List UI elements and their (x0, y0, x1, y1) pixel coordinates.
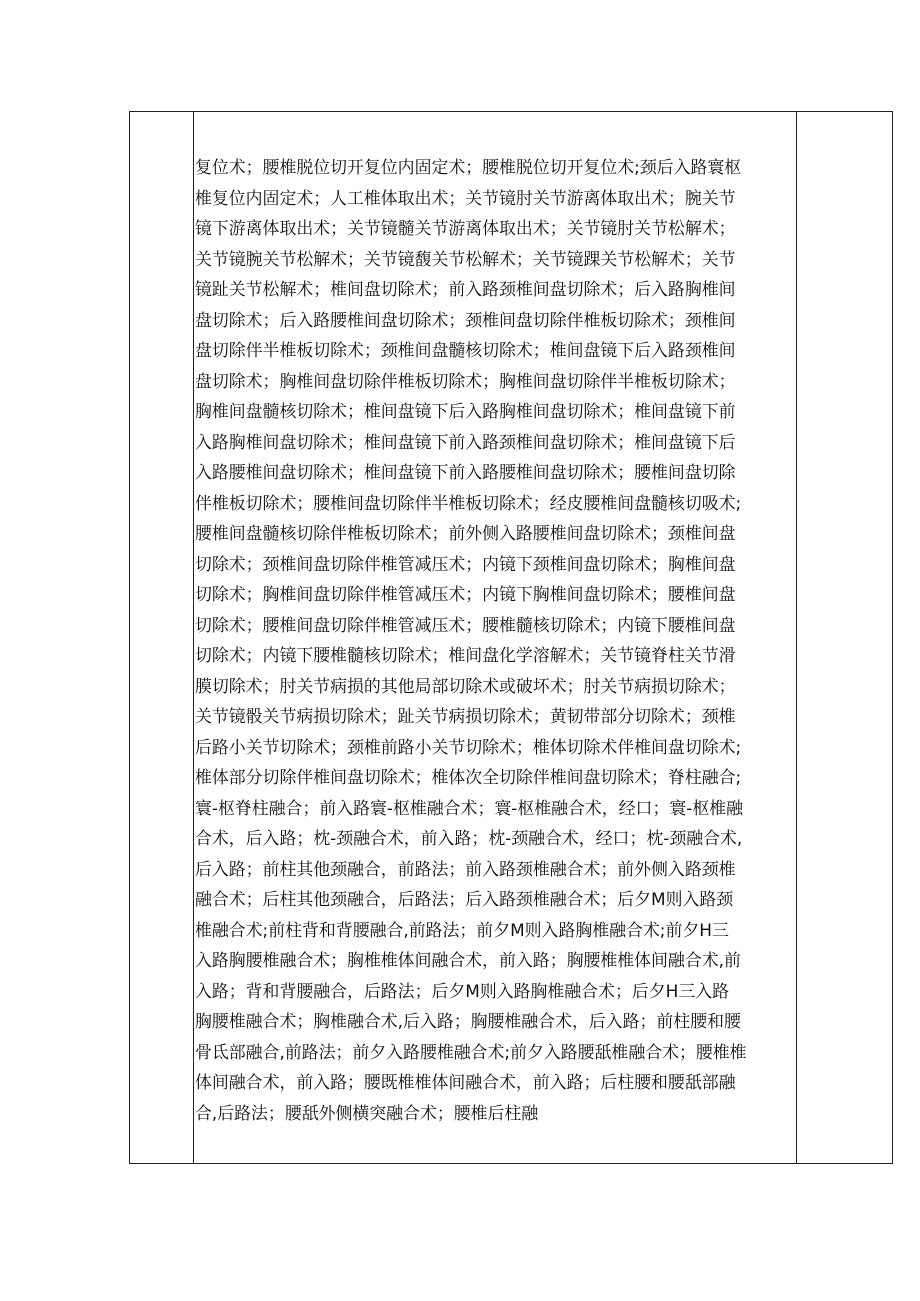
text-line: 入路胸椎间盘切除术；椎间盘镜下前入路颈椎间盘切除术；椎间盘镜下后 (195, 431, 736, 452)
text-line: 入路胸腰椎融合术；胸椎椎体间融合术，前入路；胸腰椎椎体间融合术,前 (195, 950, 741, 970)
text-line: 合,后路法；腰舐外侧横突融合术；腰椎后柱融 (195, 1102, 539, 1123)
text-line: 盘切除术；后入路腰椎间盘切除术；颈椎间盘切除伴椎板切除术；颈椎间 (195, 309, 736, 330)
text-line: 寰-枢脊柱融合；前入路寰-枢椎融合术；寰-枢椎融合术，经口；寰-枢椎融 (195, 797, 743, 818)
text-line: 椎复位内固定术；人工椎体取出术；关节镜肘关节游离体取出术；腕关节 (195, 187, 736, 208)
text-line: 切除术；内镜下腰椎髓核切除术；椎间盘化学溶解术；关节镜脊柱关节滑 (195, 645, 736, 665)
text-line: 关节镜骰关节病损切除术；趾关节病损切除术；黄韧带部分切除术；颈椎 (195, 706, 736, 726)
text-line: 切除术；颈椎间盘切除伴椎管减压术；内镜下颈椎间盘切除术；胸椎间盘 (195, 553, 736, 574)
procedure-table (129, 111, 893, 1164)
table-left-cell (130, 112, 194, 1163)
text-line: 盘切除伴半椎板切除术；颈椎间盘髓核切除术；椎间盘镜下后入路颈椎间 (195, 340, 736, 360)
text-line: 后路小关节切除术；颈椎前路小关节切除术；椎体切除术伴椎间盘切除术; (195, 736, 742, 757)
text-line: 后入路；前柱其他颈融合，前路法；前入路颈椎融合术；前外侧入路颈椎 (195, 858, 736, 879)
table-main-cell (194, 112, 797, 1163)
text-line: 切除术；胸椎间盘切除伴椎管减压术；内镜下胸椎间盘切除术；腰椎间盘 (195, 584, 736, 604)
text-line: 膜切除术；肘关节病损的其他局部切除术或破坏术；肘关节病损切除术； (195, 675, 736, 696)
text-line: 镜下游离体取出术；关节镜髓关节游离体取出术；关节镜肘关节松解术； (195, 218, 736, 238)
text-line: 体间融合术，前入路；腰既椎椎体间融合术，前入路；后柱腰和腰舐部融 (195, 1072, 736, 1092)
text-line: 腰椎间盘髓核切除伴椎板切除术；前外侧入路腰椎间盘切除术；颈椎间盘 (195, 523, 736, 543)
text-line: 骨氐部融合,前路法；前夕入路腰椎融合术;前夕入路腰舐椎融合术；腰椎椎 (195, 1041, 747, 1062)
text-line: 合术，后入路；枕-颈融合术，前入路；枕-颈融合术，经口；枕-颈融合术, (195, 828, 743, 848)
procedure-list-text (195, 152, 797, 1128)
text-line: 胸腰椎融合术；胸椎融合术,后入路；胸腰椎融合术，后入路；前柱腰和腰 (195, 1011, 741, 1031)
text-line: 复位术；腰椎脱位切开复位内固定术；腰椎脱位切开复位术;颈后入路寰枢 (195, 157, 742, 177)
text-line: 胸椎间盘髓核切除术；椎间盘镜下后入路胸椎间盘切除术；椎间盘镜下前 (195, 401, 736, 421)
text-line: 椎体部分切除伴椎间盘切除术；椎体次全切除伴椎间盘切除术；脊柱融合; (195, 767, 742, 787)
text-line: 融合术；后柱其他颈融合，后路法；后入路颈椎融合术；后夕M则入路颈 (195, 889, 734, 909)
text-line: 椎融合术;前柱背和背腰融合,前路法；前夕M则入路胸椎融合术;前夕H三 (195, 919, 729, 940)
text-line: 切除术；腰椎间盘切除伴椎管减压术；腰椎髓核切除术；内镜下腰椎间盘 (195, 614, 736, 635)
text-line: 盘切除术；胸椎间盘切除伴椎板切除术；胸椎间盘切除伴半椎板切除术； (195, 370, 736, 391)
text-line: 关节镜腕关节松解术；关节镜馥关节松解术；关节镜踝关节松解术；关节 (195, 248, 736, 269)
text-line: 镜趾关节松解术；椎间盘切除术；前入路颈椎间盘切除术；后入路胸椎间 (195, 279, 736, 299)
text-line: 入路腰椎间盘切除术；椎间盘镜下前入路腰椎间盘切除术；腰椎间盘切除 (195, 462, 736, 482)
text-line: 伴椎板切除术；腰椎间盘切除伴半椎板切除术；经皮腰椎间盘髓核切吸术; (195, 492, 742, 513)
table-right-cell (797, 112, 892, 1163)
text-line: 入路；背和背腰融合，后路法；后夕M则入路胸椎融合术；后夕H三入路 (195, 980, 729, 1001)
